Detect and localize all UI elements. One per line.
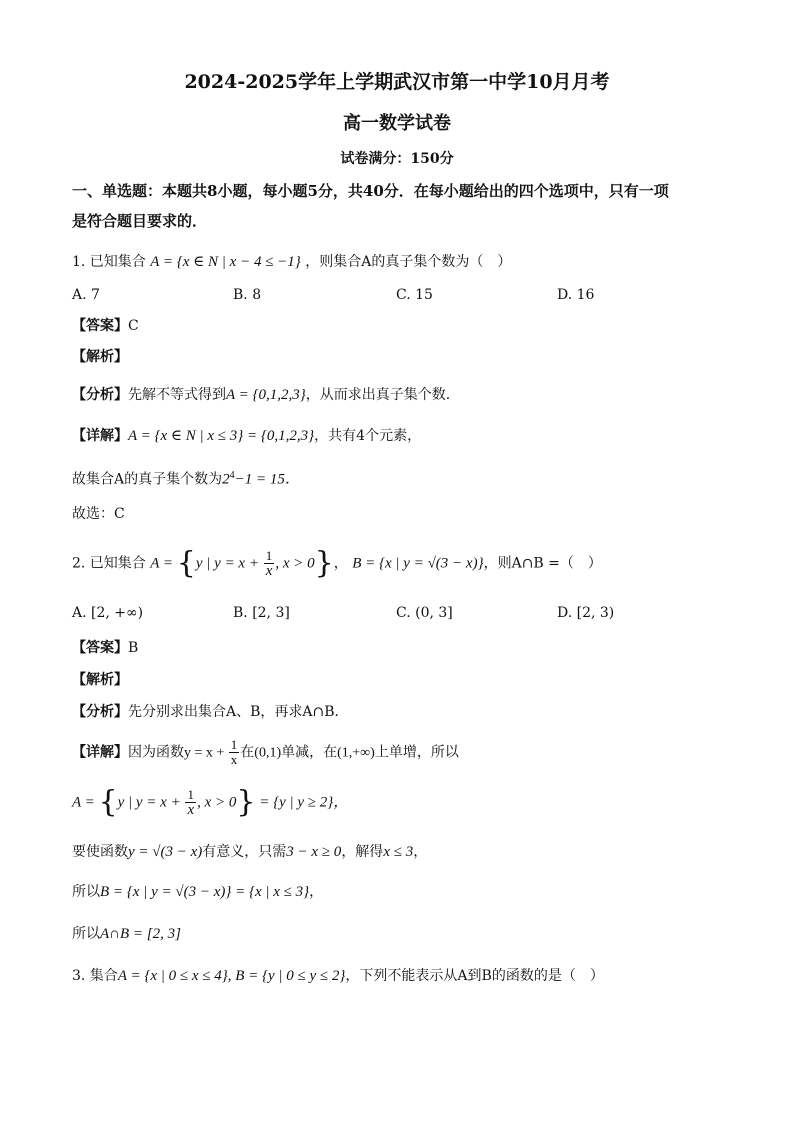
q1-stem-set: A = {x ∈ N | x − 4 ≤ −1}	[150, 254, 301, 270]
q2-stem-right-brace-icon: }	[314, 545, 334, 581]
q2-stem-a-inner-b: , x > 0	[275, 555, 315, 572]
q2-meaning-text-b: 有意义，只需	[202, 844, 287, 860]
q2-stem-sep: ，	[333, 555, 348, 572]
q3-stem	[72, 966, 604, 986]
q2-option-d: D. [2, 3)	[557, 605, 615, 621]
q2-set-b-text-b: ，	[309, 884, 324, 900]
q2-answer-tag: 【答案】	[72, 640, 128, 656]
q1-answer-tag: 【答案】	[72, 318, 128, 334]
q1-xiangjie-math: A = {x ∈ N | x ≤ 3} = {0,1,2,3}	[128, 428, 315, 444]
q2-xiangjie-text-c: 单减，在	[281, 744, 338, 761]
q2-fenxi-tag: 【分析】	[72, 704, 128, 720]
q1-count-exp: 4	[229, 470, 235, 481]
q1-stem-suffix: ，则集合A的真子集个数为（ ）	[305, 254, 512, 270]
q2-xiangjie-tag: 【详解】	[72, 744, 128, 761]
q1-answer	[72, 316, 139, 336]
q2-meaning-text-c: ，解得	[341, 844, 384, 860]
q1-option-d: D. 16	[557, 287, 595, 303]
q1-xiangjie	[72, 426, 421, 446]
q3-stem-prefix: 3. 集合	[72, 968, 118, 984]
q1-answer-value: C	[128, 318, 139, 334]
q2-stem-fraction-num: 1	[264, 549, 275, 564]
q1-count-text: 故集合A的真子集个数为	[72, 471, 223, 488]
exam-title: 2024-2025学年上学期武汉市第一中学10月月考	[184, 71, 610, 93]
q2-set-b-math: B = {x | y = √(3 − x)} = {x | x ≤ 3}	[100, 884, 310, 900]
q1-fenxi	[72, 385, 450, 405]
q1-fenxi-text-b: ，从而求出真子集个数.	[305, 387, 451, 403]
q2-xiangjie-text-b: 在	[240, 744, 255, 761]
q2-final-line	[72, 924, 181, 944]
q2-answer-value: B	[128, 640, 139, 656]
q1-analysis-tag: 【解析】	[72, 349, 128, 365]
q2-set-a-left: A =	[72, 794, 99, 811]
q2-set-a-fraction-num: 1	[185, 788, 196, 803]
q1-option-b: B. 8	[233, 287, 262, 303]
q2-stem-suffix: ，则A∩B =（ ）	[483, 555, 602, 572]
q2-fenxi-text: 先分别求出集合A、B，再求A∩B．	[128, 704, 349, 720]
q2-set-a-right: = {y | y ≥ 2}，	[255, 794, 349, 811]
q2-xiangjie-text-a: 因为函数	[128, 744, 184, 761]
q2-fenxi	[72, 702, 349, 722]
q2-meaning-text-d: ，	[413, 844, 428, 860]
q1-stem-prefix: 1. 已知集合	[72, 254, 146, 270]
q2-meaning-math: y = √(3 − x)	[128, 844, 203, 860]
q2-stem	[72, 545, 602, 581]
exam-subtitle: 高一数学试卷	[343, 113, 451, 134]
q1-stem	[72, 252, 511, 272]
q2-stem-prefix: 2. 已知集合	[72, 555, 146, 572]
q2-set-a-inner-a: y | y = x +	[117, 794, 185, 811]
q2-stem-left-brace-icon: {	[176, 545, 196, 581]
q2-set-a-fraction	[185, 788, 196, 817]
q2-xiangjie-fraction	[229, 738, 240, 767]
q1-option-c: C. 15	[396, 287, 433, 303]
q2-meaning-text-a: 要使函数	[72, 844, 128, 860]
q2-set-a-left-brace-icon: {	[98, 784, 118, 820]
q2-option-b: B. [2, 3]	[233, 605, 290, 621]
q2-set-a-line	[72, 784, 349, 820]
q1-option-a: A. 7	[72, 287, 100, 303]
q2-xiangjie-fraction-num: 1	[230, 737, 238, 752]
q2-stem-a-inner-a: y | y = x +	[195, 555, 263, 572]
q2-set-a-inner-b: , x > 0	[197, 794, 237, 811]
section-heading-line2: 是符合题目要求的．	[72, 212, 208, 230]
q1-fenxi-text-a: 先解不等式得到	[128, 387, 226, 403]
q2-meaning-line	[72, 842, 427, 862]
q2-analysis-tag: 【解析】	[72, 672, 128, 688]
q2-xiangjie-text-d: 上单增，所以	[374, 744, 459, 761]
q2-stem-a-left: A =	[150, 555, 177, 572]
q2-option-c: C. (0, 3]	[396, 605, 453, 621]
q1-xiangjie-tag: 【详解】	[72, 428, 128, 444]
q2-stem-fraction	[264, 549, 275, 578]
q2-set-a-fraction-den: x	[187, 802, 195, 818]
q2-xiangjie-fraction-den: x	[230, 752, 238, 767]
exam-score: 试卷满分：150分	[340, 151, 454, 167]
q2-option-a: A. [2, +∞)	[72, 605, 144, 621]
q3-stem-math: A = {x | 0 ≤ x ≤ 4}, B = {y | 0 ≤ y ≤ 2}	[117, 968, 346, 984]
q1-fenxi-tag: 【分析】	[72, 387, 128, 403]
q1-count-tail: −1 = 15．	[234, 471, 300, 488]
q1-count-line	[72, 466, 300, 490]
q2-set-b-line	[72, 882, 323, 902]
q2-meaning-math3: x ≤ 3	[383, 844, 414, 860]
q1-count-base: 2	[222, 471, 230, 488]
q2-stem-fraction-den: x	[265, 563, 273, 579]
q2-set-b-text-a: 所以	[72, 884, 100, 900]
q2-final-math: A∩B = [2, 3]	[100, 926, 181, 942]
q2-stem-b: B = {x | y = √(3 − x)}	[352, 555, 484, 572]
q2-xiangjie-interval1: (0,1)	[254, 745, 282, 761]
q3-stem-suffix: ，下列不能表示从A到B的函数的是（ ）	[345, 968, 604, 984]
q2-meaning-math2: 3 − x ≥ 0	[286, 844, 342, 860]
q1-fenxi-math: A = {0,1,2,3}	[226, 387, 306, 403]
q2-xiangjie	[72, 738, 459, 767]
q1-xiangjie-text-b: ，共有4个元素，	[314, 428, 422, 444]
section-heading-line1: 一、单选题：本题共8小题，每小题5分，共40分．在每小题给出的四个选项中，只有一项	[72, 182, 669, 200]
q2-set-a-right-brace-icon: }	[236, 784, 256, 820]
q2-xiangjie-interval2: (1,+∞)	[337, 745, 375, 761]
q2-final-text-a: 所以	[72, 926, 100, 942]
q2-answer	[72, 638, 138, 658]
q1-conclusion: 故选：C	[72, 506, 125, 522]
q2-xiangjie-fn-a: y = x +	[184, 745, 228, 761]
